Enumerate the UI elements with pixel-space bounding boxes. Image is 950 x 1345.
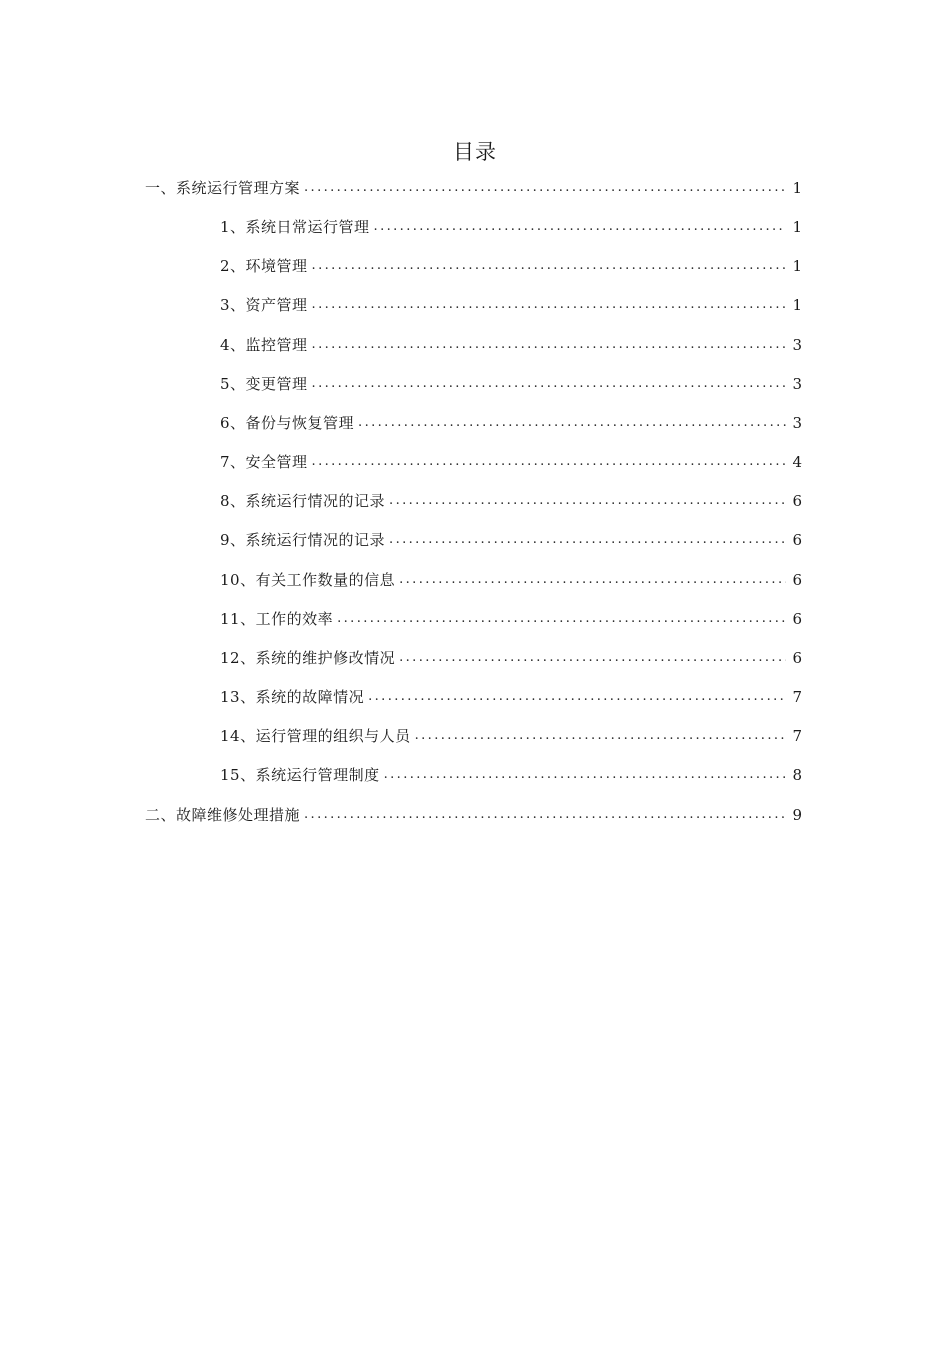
toc-page-number: 6	[792, 571, 802, 589]
toc-page-number: 1	[792, 257, 802, 275]
toc-entry[interactable]	[220, 370, 802, 398]
toc-dot-leader	[304, 174, 786, 202]
toc-dot-leader	[368, 683, 786, 711]
toc-entry-label: 1、系统日常运行管理	[220, 218, 370, 236]
toc-entry-label: 10、有关工作数量的信息	[220, 571, 396, 589]
toc-entry[interactable]	[220, 213, 802, 241]
toc-page-number: 1	[792, 218, 802, 236]
toc-entry[interactable]	[220, 252, 802, 280]
toc-dot-leader	[312, 370, 786, 398]
toc-dot-leader	[312, 331, 786, 359]
toc-entry-label: 一、系统运行管理方案	[145, 179, 301, 197]
toc-entry[interactable]	[145, 174, 802, 202]
toc-page-number: 1	[792, 296, 802, 314]
toc-dot-leader	[304, 801, 786, 829]
toc-entry-label: 2、环境管理	[220, 257, 308, 275]
toc-entry-label: 14、运行管理的组织与人员	[220, 727, 411, 745]
toc-entry-label: 11、工作的效率	[220, 610, 334, 628]
toc-title: 目录	[453, 140, 497, 164]
toc-page-number: 1	[792, 179, 802, 197]
toc-dot-leader	[358, 409, 786, 437]
toc-page-number: 6	[792, 531, 802, 549]
toc-entry-label: 二、故障维修处理措施	[145, 806, 301, 824]
toc-dot-leader	[312, 448, 786, 476]
toc-page-number: 7	[792, 727, 802, 745]
toc-page-number: 8	[792, 766, 802, 784]
toc-entry[interactable]	[220, 761, 802, 789]
toc-dot-leader	[399, 566, 786, 594]
toc-entry-label: 12、系统的维护修改情况	[220, 649, 396, 667]
toc-entry-label: 5、变更管理	[220, 375, 308, 393]
toc-page-number: 7	[792, 688, 802, 706]
toc-entry-label: 4、监控管理	[220, 336, 308, 354]
toc-dot-leader	[374, 213, 786, 241]
toc-entry[interactable]	[220, 722, 802, 750]
toc-entry[interactable]	[220, 448, 802, 476]
toc-entry[interactable]	[145, 801, 802, 829]
toc-dot-leader	[399, 644, 786, 672]
toc-dot-leader	[384, 761, 786, 789]
toc-page-number: 6	[792, 610, 802, 628]
toc-entry[interactable]	[220, 487, 802, 515]
toc-entry[interactable]	[220, 526, 802, 554]
toc-entry-label: 15、系统运行管理制度	[220, 766, 380, 784]
toc-entry[interactable]	[220, 683, 802, 711]
toc-page-number: 6	[792, 492, 802, 510]
toc-page-number: 4	[792, 453, 802, 471]
toc-dot-leader	[389, 487, 786, 515]
toc-entry[interactable]	[220, 605, 802, 633]
toc-page-number: 9	[792, 806, 802, 824]
toc-entry-label: 13、系统的故障情况	[220, 688, 365, 706]
toc-entry[interactable]	[220, 331, 802, 359]
toc-dot-leader	[415, 722, 786, 750]
toc-page-number: 3	[792, 375, 802, 393]
toc-page-number: 3	[792, 414, 802, 432]
toc-dot-leader	[312, 252, 786, 280]
toc-dot-leader	[312, 291, 786, 319]
toc-page-number: 6	[792, 649, 802, 667]
toc-entry[interactable]	[220, 566, 802, 594]
toc-entry-label: 6、备份与恢复管理	[220, 414, 355, 432]
toc-entry-label: 9、系统运行情况的记录	[220, 531, 386, 549]
toc-entry[interactable]	[220, 409, 802, 437]
toc-page-number: 3	[792, 336, 802, 354]
toc-entry-label: 8、系统运行情况的记录	[220, 492, 386, 510]
toc-entry[interactable]	[220, 644, 802, 672]
toc-entry[interactable]	[220, 291, 802, 319]
toc-dot-leader	[337, 605, 786, 633]
toc-entry-label: 3、资产管理	[220, 296, 308, 314]
toc-dot-leader	[389, 526, 786, 554]
toc-entry-label: 7、安全管理	[220, 453, 308, 471]
